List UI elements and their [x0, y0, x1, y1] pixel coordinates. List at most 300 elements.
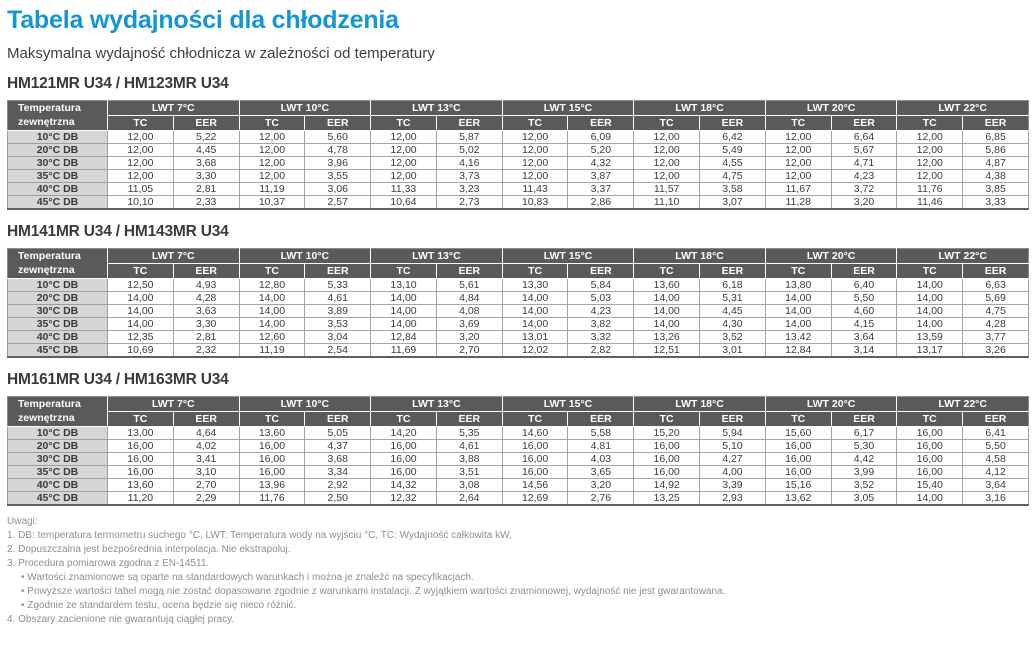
- tc-subheader: TC: [371, 412, 437, 427]
- value-cell: 16,00: [108, 440, 174, 453]
- value-cell: 16,00: [502, 466, 568, 479]
- value-cell: 5,33: [305, 279, 371, 292]
- model-heading: HM121MR U34 / HM123MR U34: [7, 75, 229, 92]
- temperature-header-cell: [8, 397, 108, 427]
- value-cell: 14,00: [239, 305, 305, 318]
- temperature-header-line2: zewnętrzna: [18, 115, 75, 128]
- value-cell: 11,76: [239, 492, 305, 506]
- value-cell: 13,59: [897, 331, 963, 344]
- value-cell: 3,16: [963, 492, 1029, 506]
- value-cell: 4,28: [963, 318, 1029, 331]
- value-cell: 2,93: [700, 492, 766, 506]
- value-cell: 4,28: [173, 292, 239, 305]
- eer-subheader: EER: [831, 412, 897, 427]
- value-cell: 14,00: [634, 305, 700, 318]
- value-cell: 16,00: [765, 440, 831, 453]
- value-cell: 5,60: [305, 131, 371, 144]
- value-cell: 12,00: [765, 144, 831, 157]
- value-cell: 3,55: [305, 170, 371, 183]
- value-cell: 3,37: [568, 183, 634, 196]
- value-cell: 12,00: [765, 131, 831, 144]
- eer-subheader: EER: [568, 412, 634, 427]
- value-cell: 2,70: [436, 344, 502, 358]
- tc-subheader: TC: [371, 264, 437, 279]
- lwt-group-header: LWT 18°C: [634, 397, 766, 412]
- tc-subheader: TC: [634, 116, 700, 131]
- value-cell: 5,03: [568, 292, 634, 305]
- value-cell: 5,49: [700, 144, 766, 157]
- value-cell: 6,42: [700, 131, 766, 144]
- value-cell: 4,61: [305, 292, 371, 305]
- tc-subheader: TC: [897, 412, 963, 427]
- value-cell: 14,00: [502, 305, 568, 318]
- value-cell: 12,00: [108, 170, 174, 183]
- eer-subheader: EER: [305, 264, 371, 279]
- value-cell: 11,46: [897, 196, 963, 210]
- value-cell: 10,69: [108, 344, 174, 358]
- value-cell: 4,93: [173, 279, 239, 292]
- value-cell: 2,50: [305, 492, 371, 506]
- value-cell: 13,96: [239, 479, 305, 492]
- eer-subheader: EER: [173, 116, 239, 131]
- eer-subheader: EER: [963, 116, 1029, 131]
- value-cell: 4,78: [305, 144, 371, 157]
- lwt-group-header: LWT 7°C: [108, 101, 240, 116]
- value-cell: 11,19: [239, 183, 305, 196]
- lwt-group-header: LWT 18°C: [634, 249, 766, 264]
- value-cell: 5,22: [173, 131, 239, 144]
- value-cell: 12,50: [108, 279, 174, 292]
- table-row: [8, 170, 1029, 183]
- value-cell: 3,30: [173, 170, 239, 183]
- value-cell: 14,00: [502, 318, 568, 331]
- value-cell: 3,07: [700, 196, 766, 210]
- value-cell: 11,57: [634, 183, 700, 196]
- table-row: [8, 131, 1029, 144]
- value-cell: 14,00: [897, 292, 963, 305]
- value-cell: 4,02: [173, 440, 239, 453]
- value-cell: 3,85: [963, 183, 1029, 196]
- table-row: [8, 292, 1029, 305]
- table-row: [8, 344, 1029, 358]
- value-cell: 11,76: [897, 183, 963, 196]
- value-cell: 4,23: [568, 305, 634, 318]
- value-cell: 5,58: [568, 427, 634, 440]
- row-label-cell: 20°C DB: [8, 292, 108, 305]
- value-cell: 6,40: [831, 279, 897, 292]
- row-label-cell: 30°C DB: [8, 157, 108, 170]
- table-row: [8, 492, 1029, 506]
- tc-subheader: TC: [897, 264, 963, 279]
- lwt-group-header: LWT 20°C: [765, 397, 897, 412]
- value-cell: 4,81: [568, 440, 634, 453]
- value-cell: 14,20: [371, 427, 437, 440]
- tc-subheader: TC: [239, 116, 305, 131]
- eer-subheader: EER: [700, 412, 766, 427]
- value-cell: 10,10: [108, 196, 174, 210]
- value-cell: 14,00: [371, 292, 437, 305]
- value-cell: 12,69: [502, 492, 568, 506]
- value-cell: 3,82: [568, 318, 634, 331]
- value-cell: 5,02: [436, 144, 502, 157]
- lwt-group-header: LWT 7°C: [108, 397, 240, 412]
- tc-subheader: TC: [239, 412, 305, 427]
- eer-subheader: EER: [305, 116, 371, 131]
- value-cell: 2,33: [173, 196, 239, 210]
- value-cell: 12,00: [239, 144, 305, 157]
- value-cell: 12,32: [371, 492, 437, 506]
- value-cell: 3,05: [831, 492, 897, 506]
- value-cell: 12,00: [371, 131, 437, 144]
- value-cell: 4,64: [173, 427, 239, 440]
- row-label-cell: 35°C DB: [8, 170, 108, 183]
- value-cell: 14,00: [108, 318, 174, 331]
- note-line: • Zgodnie ze standardem testu, ocena będzie się nieco różnić.: [21, 600, 297, 611]
- value-cell: 4,75: [963, 305, 1029, 318]
- value-cell: 12,00: [502, 157, 568, 170]
- value-cell: 12,00: [897, 157, 963, 170]
- value-cell: 16,00: [371, 466, 437, 479]
- value-cell: 14,00: [897, 492, 963, 506]
- tc-subheader: TC: [897, 116, 963, 131]
- eer-subheader: EER: [700, 116, 766, 131]
- value-cell: 14,00: [897, 318, 963, 331]
- value-cell: 14,00: [371, 305, 437, 318]
- value-cell: 16,00: [765, 466, 831, 479]
- value-cell: 11,33: [371, 183, 437, 196]
- tc-subheader: TC: [634, 264, 700, 279]
- value-cell: 14,00: [765, 318, 831, 331]
- value-cell: 6,64: [831, 131, 897, 144]
- value-cell: 3,88: [436, 453, 502, 466]
- temperature-header-line1: Temperatura: [18, 397, 81, 410]
- value-cell: 12,51: [634, 344, 700, 358]
- value-cell: 13,26: [634, 331, 700, 344]
- eer-subheader: EER: [963, 412, 1029, 427]
- value-cell: 4,61: [436, 440, 502, 453]
- value-cell: 4,71: [831, 157, 897, 170]
- value-cell: 3,87: [568, 170, 634, 183]
- value-cell: 11,28: [765, 196, 831, 210]
- table-row: [8, 144, 1029, 157]
- lwt-group-header: LWT 20°C: [765, 249, 897, 264]
- value-cell: 12,00: [108, 131, 174, 144]
- lwt-group-header: LWT 13°C: [371, 249, 503, 264]
- value-cell: 16,00: [765, 453, 831, 466]
- value-cell: 11,05: [108, 183, 174, 196]
- row-label-cell: 45°C DB: [8, 196, 108, 210]
- value-cell: 14,00: [108, 305, 174, 318]
- model-heading: HM141MR U34 / HM143MR U34: [7, 223, 229, 240]
- note-line: • Powyższe wartości tabel mogą nie zostać dopasowane zgodnie z warunkami instalacji. Z wyjątkiem wartości znamionowej, wydajność nie jest gwarantowana.: [21, 586, 726, 597]
- value-cell: 3,39: [700, 479, 766, 492]
- value-cell: 12,00: [502, 144, 568, 157]
- value-cell: 14,92: [634, 479, 700, 492]
- value-cell: 5,69: [963, 292, 1029, 305]
- temperature-header-cell: [8, 249, 108, 279]
- value-cell: 4,38: [963, 170, 1029, 183]
- notes-section: [7, 515, 1029, 627]
- value-cell: 6,09: [568, 131, 634, 144]
- value-cell: 14,00: [371, 318, 437, 331]
- eer-subheader: EER: [436, 412, 502, 427]
- lwt-group-header: LWT 20°C: [765, 101, 897, 116]
- value-cell: 3,14: [831, 344, 897, 358]
- value-cell: 13,60: [108, 479, 174, 492]
- value-cell: 16,00: [239, 466, 305, 479]
- value-cell: 12,00: [897, 131, 963, 144]
- value-cell: 3,99: [831, 466, 897, 479]
- table-row: [8, 305, 1029, 318]
- eer-subheader: EER: [305, 412, 371, 427]
- tc-subheader: TC: [239, 264, 305, 279]
- value-cell: 3,20: [568, 479, 634, 492]
- value-cell: 14,00: [239, 318, 305, 331]
- value-cell: 11,67: [765, 183, 831, 196]
- value-cell: 4,27: [700, 453, 766, 466]
- value-cell: 4,08: [436, 305, 502, 318]
- value-cell: 14,00: [108, 292, 174, 305]
- value-cell: 16,00: [371, 440, 437, 453]
- eer-subheader: EER: [568, 264, 634, 279]
- value-cell: 12,00: [108, 157, 174, 170]
- value-cell: 5,31: [700, 292, 766, 305]
- value-cell: 12,00: [239, 157, 305, 170]
- value-cell: 16,00: [502, 453, 568, 466]
- value-cell: 12,84: [371, 331, 437, 344]
- tc-subheader: TC: [502, 412, 568, 427]
- value-cell: 15,40: [897, 479, 963, 492]
- value-cell: 5,05: [305, 427, 371, 440]
- value-cell: 12,00: [634, 170, 700, 183]
- value-cell: 12,00: [765, 157, 831, 170]
- value-cell: 5,35: [436, 427, 502, 440]
- value-cell: 3,63: [173, 305, 239, 318]
- value-cell: 13,17: [897, 344, 963, 358]
- value-cell: 15,20: [634, 427, 700, 440]
- eer-subheader: EER: [831, 264, 897, 279]
- row-label-cell: 20°C DB: [8, 144, 108, 157]
- value-cell: 3,64: [963, 479, 1029, 492]
- tc-subheader: TC: [108, 412, 174, 427]
- eer-subheader: EER: [173, 412, 239, 427]
- temperature-header-line2: zewnętrzna: [18, 411, 75, 424]
- value-cell: 6,17: [831, 427, 897, 440]
- value-cell: 4,55: [700, 157, 766, 170]
- value-cell: 3,68: [305, 453, 371, 466]
- eer-subheader: EER: [963, 264, 1029, 279]
- value-cell: 5,50: [831, 292, 897, 305]
- value-cell: 16,00: [108, 453, 174, 466]
- value-cell: 11,10: [634, 196, 700, 210]
- value-cell: 5,67: [831, 144, 897, 157]
- value-cell: 3,04: [305, 331, 371, 344]
- value-cell: 3,30: [173, 318, 239, 331]
- tc-subheader: TC: [371, 116, 437, 131]
- value-cell: 12,00: [634, 144, 700, 157]
- value-cell: 15,60: [765, 427, 831, 440]
- value-cell: 12,84: [765, 344, 831, 358]
- value-cell: 4,12: [963, 466, 1029, 479]
- value-cell: 4,32: [568, 157, 634, 170]
- temperature-header-line1: Temperatura: [18, 249, 81, 262]
- value-cell: 3,68: [173, 157, 239, 170]
- note-line: 3. Procedura pomiarowa zgodna z EN-14511.: [7, 558, 210, 569]
- tc-subheader: TC: [108, 264, 174, 279]
- value-cell: 16,00: [502, 440, 568, 453]
- row-label-cell: 35°C DB: [8, 318, 108, 331]
- value-cell: 14,32: [371, 479, 437, 492]
- value-cell: 4,23: [831, 170, 897, 183]
- value-cell: 12,35: [108, 331, 174, 344]
- value-cell: 12,00: [239, 170, 305, 183]
- table-row: [8, 157, 1029, 170]
- value-cell: 4,03: [568, 453, 634, 466]
- value-cell: 5,50: [963, 440, 1029, 453]
- value-cell: 4,30: [700, 318, 766, 331]
- row-label-cell: 40°C DB: [8, 331, 108, 344]
- value-cell: 10,64: [371, 196, 437, 210]
- value-cell: 3,96: [305, 157, 371, 170]
- value-cell: 14,00: [239, 292, 305, 305]
- value-cell: 13,10: [371, 279, 437, 292]
- table-row: [8, 196, 1029, 210]
- tc-subheader: TC: [765, 264, 831, 279]
- tc-subheader: TC: [502, 264, 568, 279]
- eer-subheader: EER: [436, 264, 502, 279]
- value-cell: 4,16: [436, 157, 502, 170]
- value-cell: 11,19: [239, 344, 305, 358]
- value-cell: 2,92: [305, 479, 371, 492]
- tc-subheader: TC: [502, 116, 568, 131]
- value-cell: 3,72: [831, 183, 897, 196]
- value-cell: 3,33: [963, 196, 1029, 210]
- value-cell: 3,77: [963, 331, 1029, 344]
- value-cell: 5,20: [568, 144, 634, 157]
- value-cell: 12,00: [371, 157, 437, 170]
- performance-table: [7, 100, 1029, 210]
- value-cell: 14,00: [634, 318, 700, 331]
- eer-subheader: EER: [831, 116, 897, 131]
- value-cell: 4,60: [831, 305, 897, 318]
- page-title: Tabela wydajności dla chłodzenia: [7, 6, 399, 34]
- row-label-cell: 45°C DB: [8, 492, 108, 506]
- value-cell: 4,45: [700, 305, 766, 318]
- value-cell: 16,00: [634, 440, 700, 453]
- value-cell: 4,87: [963, 157, 1029, 170]
- lwt-group-header: LWT 7°C: [108, 249, 240, 264]
- value-cell: 3,08: [436, 479, 502, 492]
- value-cell: 16,00: [108, 466, 174, 479]
- value-cell: 12,00: [897, 170, 963, 183]
- value-cell: 10,37: [239, 196, 305, 210]
- value-cell: 4,00: [700, 466, 766, 479]
- value-cell: 11,69: [371, 344, 437, 358]
- value-cell: 12,80: [239, 279, 305, 292]
- value-cell: 13,42: [765, 331, 831, 344]
- value-cell: 13,60: [239, 427, 305, 440]
- lwt-group-header: LWT 22°C: [897, 397, 1029, 412]
- temperature-header-line1: Temperatura: [18, 101, 81, 114]
- value-cell: 5,84: [568, 279, 634, 292]
- value-cell: 5,86: [963, 144, 1029, 157]
- tables-container: [7, 75, 1029, 506]
- tc-subheader: TC: [765, 116, 831, 131]
- value-cell: 3,64: [831, 331, 897, 344]
- value-cell: 12,00: [634, 157, 700, 170]
- row-label-cell: 40°C DB: [8, 183, 108, 196]
- value-cell: 16,00: [371, 453, 437, 466]
- value-cell: 2,76: [568, 492, 634, 506]
- value-cell: 12,00: [765, 170, 831, 183]
- value-cell: 16,00: [897, 453, 963, 466]
- lwt-group-header: LWT 22°C: [897, 101, 1029, 116]
- eer-subheader: EER: [436, 116, 502, 131]
- tc-subheader: TC: [765, 412, 831, 427]
- performance-table: [7, 248, 1029, 358]
- lwt-group-header: LWT 13°C: [371, 397, 503, 412]
- value-cell: 13,80: [765, 279, 831, 292]
- value-cell: 2,64: [436, 492, 502, 506]
- notes-heading: Uwagi:: [7, 516, 38, 527]
- row-label-cell: 35°C DB: [8, 466, 108, 479]
- value-cell: 12,00: [634, 131, 700, 144]
- lwt-group-header: LWT 10°C: [239, 397, 371, 412]
- table-row: [8, 479, 1029, 492]
- row-label-cell: 30°C DB: [8, 453, 108, 466]
- value-cell: 16,00: [897, 427, 963, 440]
- eer-subheader: EER: [568, 116, 634, 131]
- value-cell: 2,57: [305, 196, 371, 210]
- value-cell: 3,32: [568, 331, 634, 344]
- value-cell: 2,81: [173, 183, 239, 196]
- value-cell: 4,37: [305, 440, 371, 453]
- value-cell: 6,85: [963, 131, 1029, 144]
- value-cell: 6,41: [963, 427, 1029, 440]
- value-cell: 12,00: [371, 170, 437, 183]
- value-cell: 3,34: [305, 466, 371, 479]
- note-line: • Wartości znamionowe są oparte na standardowych warunkach i można je znaleźć na specyfikacjach.: [21, 572, 474, 583]
- model-heading: HM161MR U34 / HM163MR U34: [7, 371, 229, 388]
- value-cell: 2,54: [305, 344, 371, 358]
- eer-subheader: EER: [700, 264, 766, 279]
- temperature-header-cell: [8, 101, 108, 131]
- table-row: [8, 331, 1029, 344]
- value-cell: 12,00: [239, 131, 305, 144]
- value-cell: 16,00: [239, 453, 305, 466]
- value-cell: 4,42: [831, 453, 897, 466]
- value-cell: 3,58: [700, 183, 766, 196]
- value-cell: 3,53: [305, 318, 371, 331]
- table-row: [8, 440, 1029, 453]
- value-cell: 3,41: [173, 453, 239, 466]
- value-cell: 2,32: [173, 344, 239, 358]
- value-cell: 3,73: [436, 170, 502, 183]
- value-cell: 14,60: [502, 427, 568, 440]
- value-cell: 3,20: [436, 331, 502, 344]
- value-cell: 16,00: [897, 466, 963, 479]
- value-cell: 14,00: [765, 305, 831, 318]
- value-cell: 4,84: [436, 292, 502, 305]
- value-cell: 4,58: [963, 453, 1029, 466]
- value-cell: 3,51: [436, 466, 502, 479]
- lwt-group-header: LWT 13°C: [371, 101, 503, 116]
- value-cell: 4,15: [831, 318, 897, 331]
- value-cell: 4,45: [173, 144, 239, 157]
- value-cell: 10,83: [502, 196, 568, 210]
- value-cell: 12,00: [502, 131, 568, 144]
- tc-subheader: TC: [634, 412, 700, 427]
